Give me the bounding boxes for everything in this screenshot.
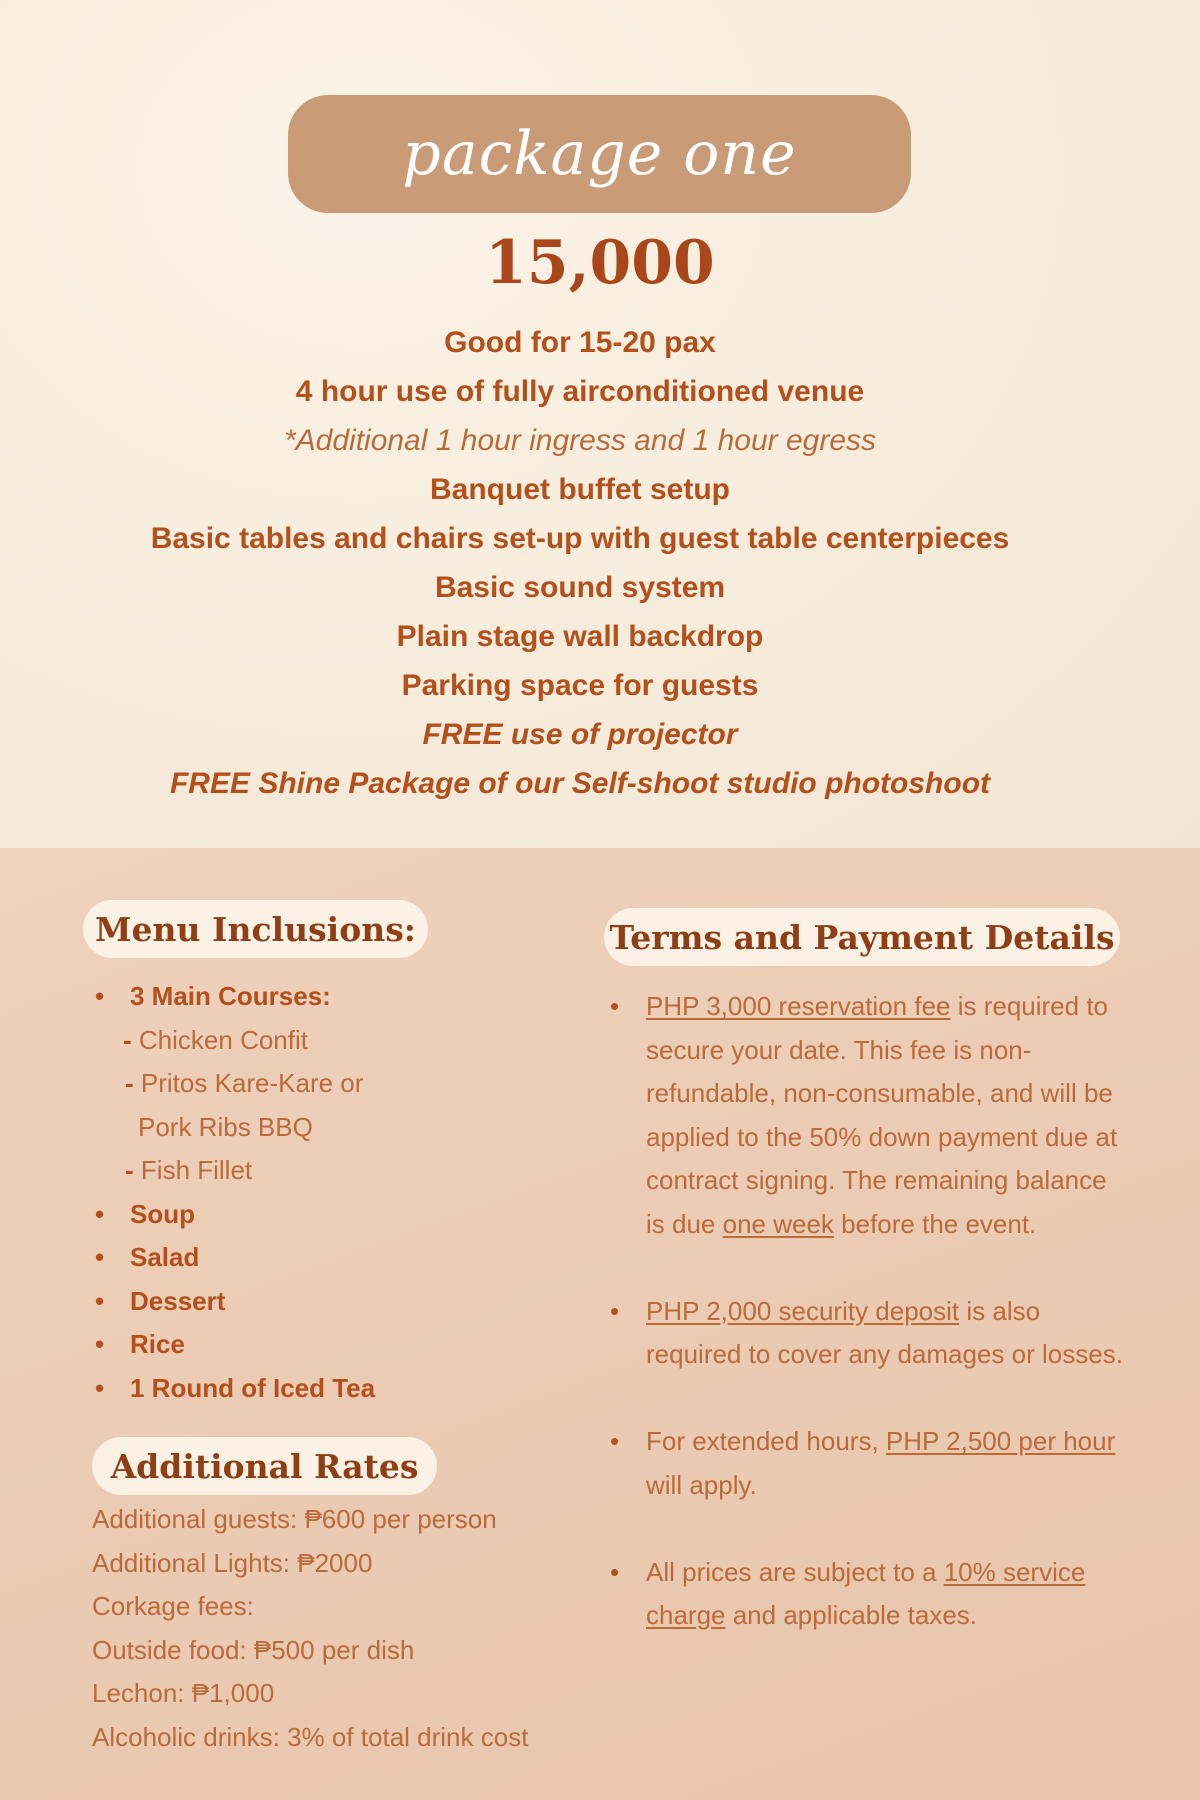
feature-projector: FREE use of projector (422, 718, 738, 751)
term-text: and applicable taxes. (725, 1600, 978, 1630)
feature-buffet: Banquet buffet setup (430, 473, 730, 506)
course-1: Chicken Confit (138, 1024, 308, 1055)
term-extended-hours: • For extended hours, PHP 2,500 per hour will apply. (610, 1426, 1116, 1500)
list-item (95, 1062, 375, 1106)
term-text: before the event. (833, 1208, 1037, 1239)
feature-venue-hours: 4 hour use of fully airconditioned venue (295, 375, 865, 408)
list-item: • Salad (95, 1242, 200, 1272)
list-item: • 1 Round of Iced Tea (95, 1372, 376, 1403)
menu-item: Dessert (130, 1285, 226, 1316)
dash: - (125, 1155, 134, 1185)
rate-line: Lechon: ₱1,000 (92, 1678, 275, 1708)
dash: - (123, 1024, 132, 1055)
title-banner (288, 95, 911, 213)
rate-line: Additional Lights: ₱2000 (92, 1547, 373, 1578)
menu-heading: Menu Inclusions: (83, 900, 428, 958)
term-deposit: • PHP 2,000 security deposit is also required to cover any damages or losses. (610, 1295, 1123, 1369)
feature-backdrop: Plain stage wall backdrop (396, 620, 764, 653)
feature-capacity: Good for 15-20 pax (444, 326, 716, 359)
terms-list (610, 985, 1130, 1681)
feature-parking: Parking space for guests (401, 669, 759, 702)
list-item: • Rice (95, 1329, 185, 1359)
one-week: one week (722, 1208, 834, 1239)
menu-item: 1 Round of Iced Tea (130, 1372, 376, 1403)
list-item (95, 1106, 375, 1150)
rate-line: Corkage fees: (92, 1591, 254, 1621)
rate-line: Outside food: ₱500 per dish (92, 1634, 415, 1665)
top-section (0, 0, 1200, 848)
list-item: • Soup (95, 1198, 195, 1229)
list-item: • 3 Main Courses: (95, 981, 331, 1011)
term-text: is also required to cover any damages or losses. (646, 1295, 1123, 1369)
course-2-cont: Pork Ribs BBQ (138, 1111, 313, 1142)
term-text: All prices are subject to a (646, 1556, 944, 1587)
hourly-rate: PHP 2,500 per hour (885, 1426, 1116, 1456)
term-service-charge: • All prices are subject to a 10% service charge and applicable taxes. (610, 1556, 1086, 1630)
list-item (95, 1019, 375, 1063)
term-text: is required to secure your date. This fee is non-refundable, non-consumable, and will be applied to the 50% down payment due at contract signing. The remaining balance is due (646, 991, 1118, 1239)
main-courses-label: 3 Main Courses: (130, 981, 331, 1011)
term-text: For extended hours, (646, 1426, 886, 1456)
package-title: package one (402, 119, 797, 189)
rates-list (92, 1498, 528, 1759)
feature-ingress-note: *Additional 1 hour ingress and 1 hour egress (283, 424, 877, 457)
package-price: 15,000 (485, 228, 715, 298)
security-deposit: PHP 2,000 security deposit (646, 1295, 960, 1326)
list-item (95, 1149, 375, 1193)
menu-item: Soup (130, 1198, 195, 1229)
course-3: Fish Fillet (140, 1155, 253, 1185)
rates-heading: Additional Rates (92, 1437, 437, 1495)
service-charge: 10% service charge (646, 1556, 1086, 1630)
rate-line: Alcoholic drinks: 3% of total drink cost (92, 1721, 529, 1752)
menu-list (95, 975, 375, 1410)
feature-tables: Basic tables and chairs set-up with guest table centerpieces (150, 522, 1010, 555)
menu-item: Salad (130, 1242, 200, 1272)
term-text: will apply. (646, 1469, 757, 1500)
term-reservation: • PHP 3,000 reservation fee is required to secure your date. This fee is non-refundable, non-consumable, and will be applied to the 50% down payment due at contract signing. The remaining balance is due one week before the event. (610, 991, 1118, 1239)
dash: - (125, 1068, 134, 1098)
menu-item: Rice (130, 1329, 185, 1359)
reservation-fee: PHP 3,000 reservation fee (646, 991, 951, 1021)
rate-line: Additional guests: ₱600 per person (92, 1504, 497, 1534)
terms-heading: Terms and Payment Details (604, 908, 1120, 966)
feature-photoshoot: FREE Shine Package of our Self-shoot studio photoshoot (169, 767, 991, 800)
course-2: Pritos Kare-Kare or (140, 1068, 364, 1098)
list-item: • Dessert (95, 1285, 226, 1316)
feature-sound: Basic sound system (434, 571, 726, 604)
